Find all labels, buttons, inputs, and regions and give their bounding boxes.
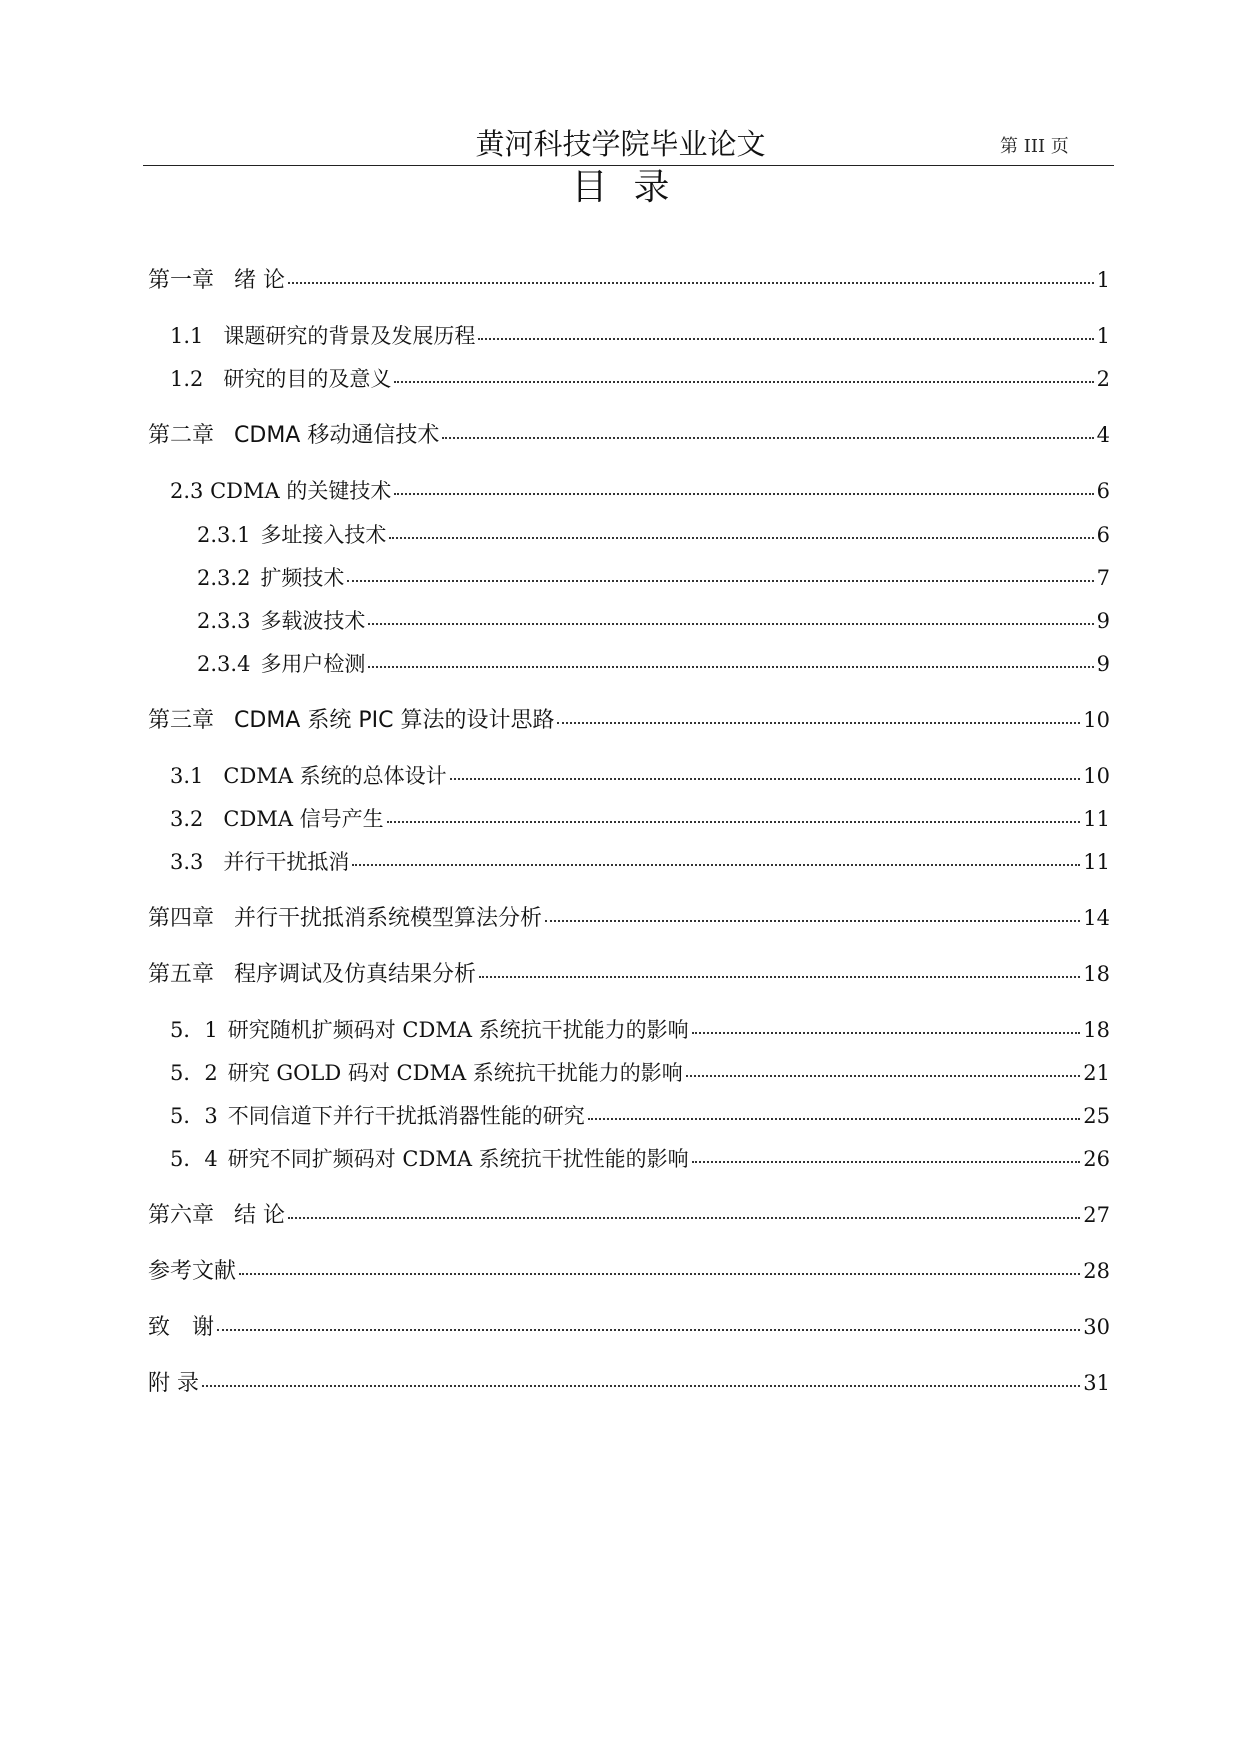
toc-entry-section-2-3[interactable] bbox=[170, 474, 1110, 508]
running-header-title: 黄河科技学院毕业论文 bbox=[475, 127, 766, 161]
toc-entry-number: 2.3.1 bbox=[197, 523, 251, 547]
toc-entry-number: 1.1 bbox=[170, 324, 204, 348]
dot-leader bbox=[239, 1272, 1080, 1275]
toc-entry-title: 研究不同扩频码对 CDMA 系统抗干扰性能的影响 bbox=[227, 1147, 689, 1171]
dot-leader bbox=[389, 536, 1093, 539]
toc-entry-number: 2.3.4 bbox=[197, 652, 251, 676]
toc-entry-page: 2 bbox=[1096, 367, 1110, 391]
toc-entry-page: 1 bbox=[1096, 268, 1110, 292]
toc-entry-title: CDMA 系统 PIC 算法的设计思路 bbox=[234, 708, 555, 733]
toc-entry-number: 5．1 bbox=[170, 1018, 218, 1042]
toc-entry-page: 10 bbox=[1083, 764, 1110, 788]
toc-entry-acknowledgements[interactable] bbox=[148, 1310, 1110, 1344]
toc-entry-section-2-3-3[interactable] bbox=[197, 604, 1110, 638]
toc-entry-number: 第五章 bbox=[148, 962, 215, 987]
toc-entry-chapter-5[interactable] bbox=[148, 957, 1110, 991]
toc-entry-title: 扩频技术 bbox=[260, 566, 345, 590]
toc-entry-page: 21 bbox=[1083, 1061, 1110, 1085]
toc-entry-page: 26 bbox=[1083, 1147, 1110, 1171]
toc-entry-title: 研究 GOLD 码对 CDMA 系统抗干扰能力的影响 bbox=[227, 1061, 683, 1085]
toc-entry-title: 研究的目的及意义 bbox=[223, 367, 392, 391]
toc-entry-section-2-3-1[interactable] bbox=[197, 518, 1110, 552]
dot-leader bbox=[450, 777, 1081, 780]
dot-leader bbox=[368, 622, 1093, 625]
dot-leader bbox=[692, 1160, 1081, 1163]
toc-title: 目录 bbox=[571, 167, 696, 208]
toc-entry-number: 第一章 bbox=[148, 268, 215, 293]
toc-entry-title: CDMA 移动通信技术 bbox=[234, 423, 440, 448]
toc-entry-section-1-1[interactable] bbox=[170, 319, 1110, 353]
dot-leader bbox=[394, 492, 1093, 495]
toc-entry-chapter-3[interactable] bbox=[148, 703, 1110, 737]
toc-entry-section-5-4[interactable] bbox=[170, 1142, 1110, 1176]
toc-entry-title: 致 谢 bbox=[148, 1315, 215, 1340]
toc-entry-page: 6 bbox=[1096, 523, 1110, 547]
toc-entry-section-5-1[interactable] bbox=[170, 1013, 1110, 1047]
toc-entry-section-3-2[interactable] bbox=[170, 802, 1110, 836]
dot-leader bbox=[288, 281, 1094, 284]
dot-leader bbox=[692, 1031, 1081, 1034]
toc-entry-page: 9 bbox=[1096, 609, 1110, 633]
toc-entry-number: 1.2 bbox=[170, 367, 204, 391]
dot-leader bbox=[202, 1384, 1080, 1387]
toc-entry-number: 第六章 bbox=[148, 1203, 215, 1228]
dot-leader bbox=[442, 436, 1093, 439]
toc-entry-title: 结 论 bbox=[234, 1203, 286, 1228]
toc-entry-number: 3.1 bbox=[170, 764, 204, 788]
dot-leader bbox=[557, 721, 1080, 724]
running-header-page-number: 第 III 页 bbox=[1000, 136, 1069, 157]
toc-entry-title: CDMA 系统的总体设计 bbox=[223, 764, 447, 788]
dot-leader bbox=[545, 919, 1080, 922]
toc-entry-page: 7 bbox=[1096, 566, 1110, 590]
toc-entry-title: CDMA 信号产生 bbox=[223, 807, 384, 831]
toc-entry-appendix[interactable] bbox=[148, 1366, 1110, 1400]
toc-entry-number: 第三章 bbox=[148, 708, 215, 733]
toc-entry-title: 并行干扰抵消 bbox=[223, 850, 350, 874]
toc-entry-chapter-4[interactable] bbox=[148, 901, 1110, 935]
dot-leader bbox=[394, 380, 1093, 383]
toc-entry-title: 绪 论 bbox=[234, 268, 286, 293]
toc-entry-page: 14 bbox=[1083, 906, 1110, 930]
toc-entry-page: 27 bbox=[1083, 1203, 1110, 1227]
toc-entry-page: 9 bbox=[1096, 652, 1110, 676]
dot-leader bbox=[387, 820, 1081, 823]
toc-entry-number: 5．3 bbox=[170, 1104, 218, 1128]
toc-entry-page: 30 bbox=[1083, 1315, 1110, 1339]
toc-entry-title: 程序调试及仿真结果分析 bbox=[234, 962, 477, 987]
toc-entry-page: 11 bbox=[1083, 850, 1110, 874]
toc-entry-chapter-2[interactable] bbox=[148, 418, 1110, 452]
toc-entry-page: 31 bbox=[1083, 1371, 1110, 1395]
toc-entry-page: 18 bbox=[1083, 962, 1110, 986]
toc-entry-number: 3.2 bbox=[170, 807, 204, 831]
toc-entry-title: 多用户检测 bbox=[260, 652, 366, 676]
toc-entry-title: 参考文献 bbox=[148, 1259, 237, 1284]
toc-entry-title: 多址接入技术 bbox=[260, 523, 387, 547]
toc-entry-section-5-2[interactable] bbox=[170, 1056, 1110, 1090]
toc-entry-number: 3.3 bbox=[170, 850, 204, 874]
dot-leader bbox=[478, 337, 1093, 340]
toc-entry-section-1-2[interactable] bbox=[170, 362, 1110, 396]
toc-entry-page: 10 bbox=[1083, 708, 1110, 732]
dot-leader bbox=[368, 665, 1093, 668]
dot-leader bbox=[217, 1328, 1080, 1331]
toc-entry-number: 5．2 bbox=[170, 1061, 218, 1085]
toc-entry-page: 6 bbox=[1096, 479, 1110, 503]
toc-entry-chapter-1[interactable] bbox=[148, 263, 1110, 297]
toc-entry-section-5-3[interactable] bbox=[170, 1099, 1110, 1133]
toc-entry-title: 并行干扰抵消系统模型算法分析 bbox=[234, 906, 543, 931]
dot-leader bbox=[588, 1117, 1081, 1120]
toc-entry-title: 多载波技术 bbox=[260, 609, 366, 633]
toc-entry-references[interactable] bbox=[148, 1254, 1110, 1288]
toc-entry-number: 第二章 bbox=[148, 423, 215, 448]
toc-entry-title: 研究随机扩频码对 CDMA 系统抗干扰能力的影响 bbox=[227, 1018, 689, 1042]
toc-entry-page: 1 bbox=[1096, 324, 1110, 348]
dot-leader bbox=[288, 1216, 1080, 1219]
toc-entry-page: 18 bbox=[1083, 1018, 1110, 1042]
toc-entry-section-3-1[interactable] bbox=[170, 759, 1110, 793]
dot-leader bbox=[352, 863, 1080, 866]
dot-leader bbox=[347, 579, 1093, 582]
toc-entry-number: 2.3.2 bbox=[197, 566, 251, 590]
dot-leader bbox=[686, 1074, 1080, 1077]
toc-entry-title: 附 录 bbox=[148, 1371, 199, 1396]
toc-entry-title: 课题研究的背景及发展历程 bbox=[223, 324, 476, 348]
toc-entry-section-3-3[interactable] bbox=[170, 845, 1110, 879]
toc-entry-page: 11 bbox=[1083, 807, 1110, 831]
toc-entry-number: 5．4 bbox=[170, 1147, 218, 1171]
toc-entry-chapter-6[interactable] bbox=[148, 1198, 1110, 1232]
toc-entry-page: 25 bbox=[1083, 1104, 1110, 1128]
toc-entry-number: 第四章 bbox=[148, 906, 215, 931]
toc-entry-page: 28 bbox=[1083, 1259, 1110, 1283]
toc-entry-section-2-3-4[interactable] bbox=[197, 647, 1110, 681]
toc-entry-page: 4 bbox=[1096, 423, 1110, 447]
toc-entry-section-2-3-2[interactable] bbox=[197, 561, 1110, 595]
toc-entry-number: 2.3.3 bbox=[197, 609, 251, 633]
toc-entry-title: 2.3 CDMA 的关键技术 bbox=[170, 479, 392, 503]
dot-leader bbox=[479, 975, 1080, 978]
toc-entry-title: 不同信道下并行干扰抵消器性能的研究 bbox=[227, 1104, 585, 1128]
